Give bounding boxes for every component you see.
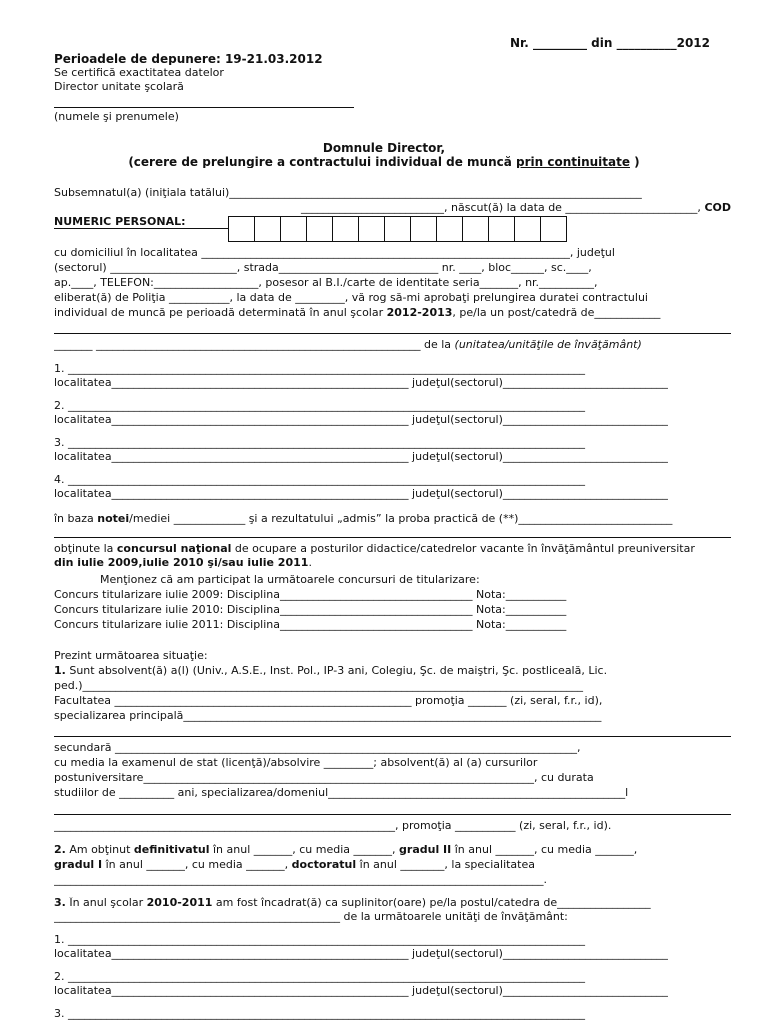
suplinire-unit-1-number: 1. ______________________________________________________________________________________________ (54, 934, 585, 946)
registration-number-line: Nr. _________ din __________2012 (510, 36, 710, 50)
cnp-box[interactable] (515, 217, 541, 241)
cnp-label-underline (54, 228, 228, 229)
cnp-label: NUMERIC PERSONAL: (54, 215, 186, 228)
situation-2-line-a: 2. Am obţinut definitivatul în anul _______, cu media _______, gradul II în anul _______, cu media _______, (54, 844, 638, 856)
suplinire-unit-1-locality: localitatea______________________________________________________ judeţul(sectorul)______________________________ (54, 948, 668, 960)
director-label: Director unitate şcolară (54, 81, 184, 93)
situation-2-line-c: _________________________________________________________________________________________. (54, 874, 547, 886)
situation-1-line-c: Facultatea ______________________________________________________ promoţia _______ (zi, seral, f.r., id), (54, 695, 603, 707)
situation-1-line-d: specializarea principală____________________________________________________________________________ (54, 710, 602, 722)
contest-2010: Concurs titularizare iulie 2010: Disciplina___________________________________ Nota:___________ (54, 604, 567, 616)
cnp-box[interactable] (359, 217, 385, 241)
personal-line-5: ap.____, TELEFON:___________________, posesor al B.I./carte de identitate seria_______, nr.__________, (54, 277, 598, 289)
basis-line-1: în baza notei/mediei _____________ şi a rezultatului „admis” la proba practică de (**)____________________________ (54, 513, 673, 525)
cnp-box[interactable] (463, 217, 489, 241)
cnp-boxes[interactable] (228, 216, 567, 242)
cnp-box[interactable] (489, 217, 515, 241)
salutation: Domnule Director, (322, 142, 446, 154)
suplinire-unit-3-number: 3. ______________________________________________________________________________________________ (54, 1008, 585, 1020)
cnp-box[interactable] (437, 217, 463, 241)
personal-line-9: _______ ___________________________________________________________ de la (unitatea/unităţile de învăţământ) (54, 339, 642, 351)
situation-1-line-g: cu media la examenul de stat (licenţă)/absolvire _________; absolvent(ă) al (a) cursurilor (54, 757, 538, 769)
situation-3-line-b: ____________________________________________________ de la următoarele unităţi de învăţământ: (54, 911, 568, 923)
unit-1-number: 1. ______________________________________________________________________________________________ (54, 363, 585, 375)
situation-1-line-h: postuniversitare_______________________________________________________________________, cu durata (54, 772, 594, 784)
situation-1-line-a: 1. Sunt absolvent(ă) a(l) (Univ., A.S.E., Inst. Pol., IP-3 ani, Colegiu, Şc. de maiştri, Şc. postliceală, Lic. (54, 665, 608, 677)
cnp-box[interactable] (541, 217, 567, 241)
unit-4-number: 4. ______________________________________________________________________________________________ (54, 474, 585, 486)
blank-line (54, 814, 731, 815)
personal-line-6: eliberat(ă) de Poliţia ___________, la data de _________, vă rog să-mi aprobaţi prelungirea duratei contractului (54, 292, 648, 304)
unit-2-number: 2. ______________________________________________________________________________________________ (54, 400, 585, 412)
unit-3-locality: localitatea______________________________________________________ judeţul(sectorul)______________________________ (54, 451, 668, 463)
personal-line-4: (sectorul) _______________________, strada_____________________________ nr. ____, bloc______, sc.____, (54, 262, 592, 274)
personal-line-1: Subsemnatul(a) (iniţiala tatălui)___________________________________________________________________________ (54, 187, 642, 199)
situation-1-line-i: studiilor de __________ ani, specializarea/domeniul______________________________________________________l (54, 787, 629, 799)
situation-intro: Prezint următoarea situaţie: (54, 650, 208, 662)
cnp-box[interactable] (307, 217, 333, 241)
situation-1-line-b: ped.)___________________________________________________________________________________________ (54, 680, 584, 692)
suplinire-unit-2-number: 2. ______________________________________________________________________________________________ (54, 971, 585, 983)
blank-line (54, 333, 731, 334)
submission-period: Perioadele de depunere: 19-21.03.2012 (54, 53, 323, 65)
personal-line-3: cu domiciliul în localitatea ___________________________________________________________________, judeţul (54, 247, 615, 259)
cnp-box[interactable] (333, 217, 359, 241)
cnp-box[interactable] (281, 217, 307, 241)
contest-2011: Concurs titularizare iulie 2011: Disciplina___________________________________ Nota:___________ (54, 619, 567, 631)
unit-1-locality: localitatea______________________________________________________ judeţul(sectorul)______________________________ (54, 377, 668, 389)
unit-4-locality: localitatea______________________________________________________ judeţul(sectorul)______________________________ (54, 488, 668, 500)
cnp-box[interactable] (229, 217, 255, 241)
cnp-box[interactable] (411, 217, 437, 241)
basis-line-2: obţinute la concursul naţional de ocupare a posturilor didactice/catedrelor vacante în învăţământul preuniversitar (54, 543, 695, 555)
unit-2-locality: localitatea______________________________________________________ judeţul(sectorul)______________________________ (54, 414, 668, 426)
contests-mention: Menţionez că am participat la următoarele concursuri de titularizare: (100, 574, 480, 586)
cnp-box[interactable] (255, 217, 281, 241)
situation-1-line-f: secundară ____________________________________________________________________________________, (54, 742, 581, 754)
blank-line (54, 736, 731, 737)
certify-text: Se certifică exactitatea datelor (54, 67, 224, 79)
personal-line-2: __________________________, născut(ă) la data de ________________________, COD (301, 202, 731, 214)
personal-line-7: individual de muncă pe perioadă determinată în anul şcolar 2012-2013, pe/la un post/catedră de____________ (54, 307, 661, 319)
situation-2-line-b: gradul I în anul _______, cu media _______, doctoratul în anul ________, la specialitatea (54, 859, 535, 871)
suplinire-unit-2-locality: localitatea______________________________________________________ judeţul(sectorul)______________________________ (54, 985, 668, 997)
situation-1-line-k: ______________________________________________________________, promoţia ___________ (zi, seral, f.r., id). (54, 820, 612, 832)
request-subtitle: (cerere de prelungire a contractului individual de muncă prin continuitate ) (128, 156, 640, 168)
blank-line (54, 537, 731, 538)
situation-3-line-a: 3. În anul şcolar 2010-2011 am fost încadrat(ă) ca suplinitor(oare) pe/la postul/catedra de_________________ (54, 897, 651, 909)
director-signature-line (54, 107, 354, 108)
name-hint: (numele şi prenumele) (54, 111, 179, 123)
basis-line-3: din iulie 2009,iulie 2010 şi/sau iulie 2011. (54, 557, 312, 569)
contest-2009: Concurs titularizare iulie 2009: Disciplina___________________________________ Nota:___________ (54, 589, 567, 601)
unit-3-number: 3. ______________________________________________________________________________________________ (54, 437, 585, 449)
cnp-box[interactable] (385, 217, 411, 241)
